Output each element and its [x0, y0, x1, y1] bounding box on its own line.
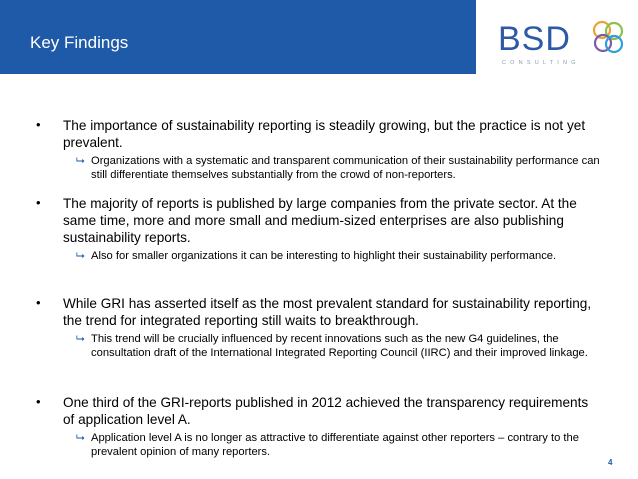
finding-text: One third of the GRI-reports published in 2012 achieved the transparency requirements of application level A. [63, 395, 589, 427]
finding-text: The importance of sustainability reporting is steadily growing, but the practice is not yet prevalent. [63, 118, 586, 150]
finding-subtext: Organizations with a systematic and transparent communication of their sustainability performance can still differentiate themselves substantially from the crowd of non-reporters. [91, 155, 600, 181]
slide-title: Key Findings [30, 33, 129, 52]
bullet-dot-icon: • [36, 394, 41, 409]
finding-text: While GRI has asserted itself as the most prevalent standard for sustainability reporting, the trend for integrated reporting still waits to breakthrough. [63, 296, 592, 328]
arrow-right-icon: ⮡ [76, 155, 85, 167]
page-number: 4 [608, 458, 613, 467]
arrow-right-icon: ⮡ [76, 333, 85, 345]
arrow-right-icon: ⮡ [76, 250, 85, 262]
arrow-right-icon: ⮡ [76, 432, 85, 444]
finding-text: The majority of reports is published by large companies from the private sector. At the same time, more and more small and medium-sized enterprises are also publishing sustainability reports. [63, 196, 577, 245]
bullet-dot-icon: • [36, 295, 41, 310]
logo-wordmark: BSD [498, 20, 571, 58]
bullet-dot-icon: • [36, 195, 41, 210]
finding-subtext: This trend will be crucially influenced by recent innovations such as the new G4 guidelines, the consultation draft of the International Integrated Reporting Council (IIRC) and their improved linkage. [91, 333, 588, 359]
bullet-dot-icon: • [36, 117, 41, 132]
finding-subtext: Application level A is no longer as attractive to differentiate against other reporters – contrary to the prevalent opinion of many reporters. [91, 432, 579, 458]
finding-subtext: Also for smaller organizations it can be interesting to highlight their sustainability performance. [91, 250, 557, 262]
logo-subtitle: CONSULTING [502, 60, 580, 66]
